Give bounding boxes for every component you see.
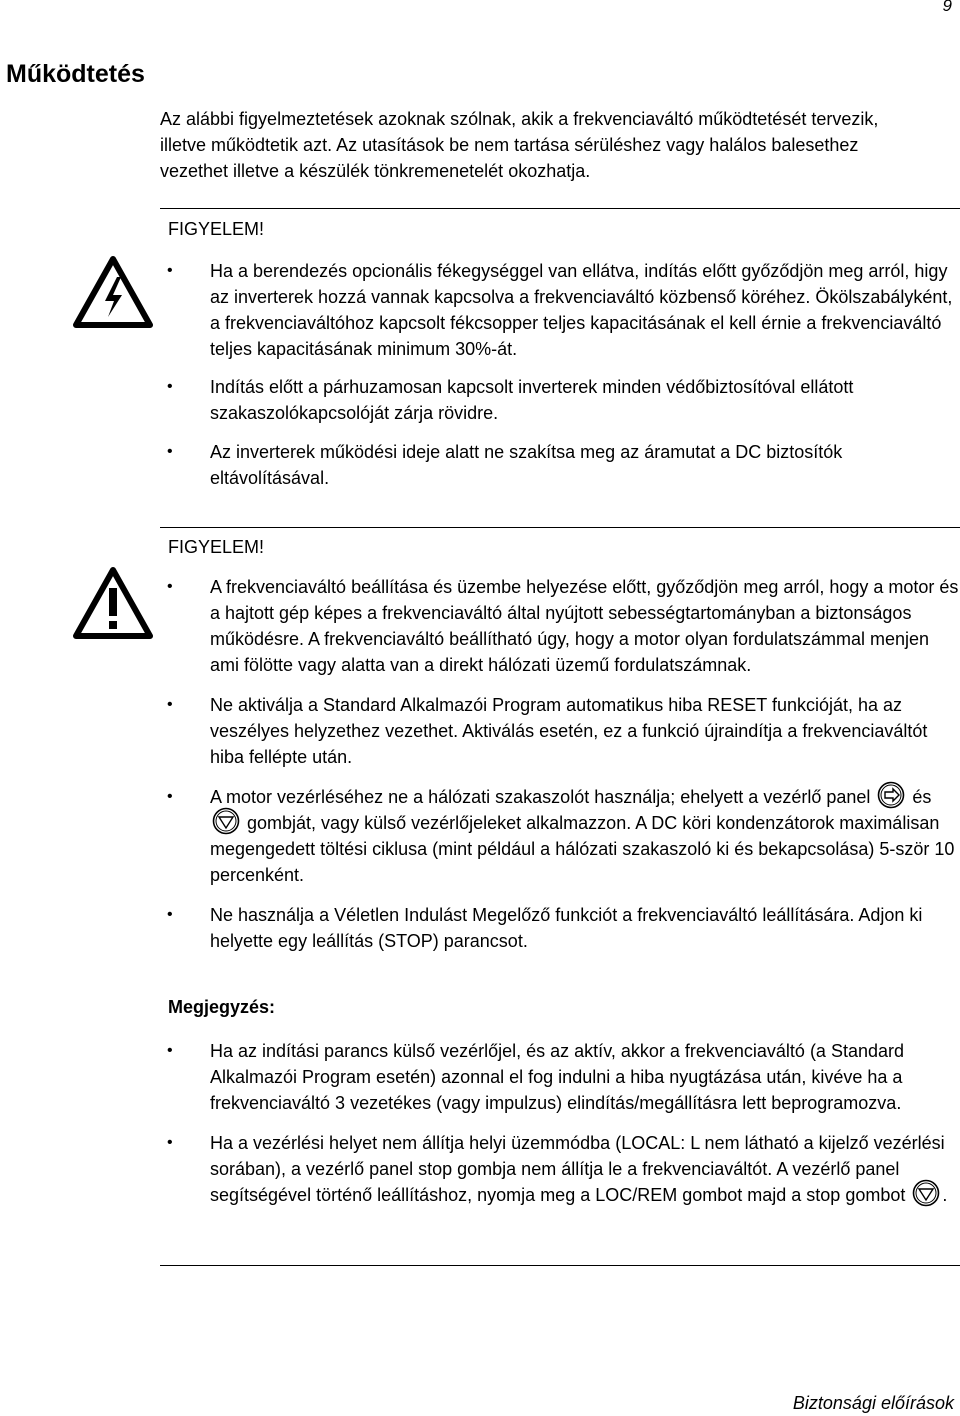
warning-label: FIGYELEM! [168, 537, 265, 557]
list-item: • Indítás előtt a párhuzamosan kapcsolt inverterek minden védőbiztosítóval ellátott szakaszolókapcsolóját zárja rövidre. [160, 374, 960, 426]
warning-list-2 [160, 574, 960, 954]
list-item: • Ha az indítási parancs külső vezérlőjel, és az aktív, akkor a frekvenciaváltó (a Standard Alkalmazói Program esetén) azonnal el fog indulni a hiba nyugtázása után, kivéve ha a frekvenciaváltó 3 vezetékes (vagy impulzus) elindítás/megállításra lett beprogramozva. [160, 1038, 960, 1116]
divider [160, 1265, 960, 1266]
list-item [160, 784, 960, 888]
warning-list-1 [160, 258, 960, 491]
list-item-text: . [942, 1185, 948, 1205]
stop-button-icon [912, 1179, 940, 1207]
list-item-text: Ha a vezérlési helyet nem állítja helyi üzemmódba (LOCAL: L nem látható a kijelző vezérlési sorában), a vezérlő panel stop gombja nem állítja le a frekvenciaváltót. A vezérlő panel segítségével történő leállításhoz, nyomja meg a LOC/REM gombot majd a stop gombot [210, 1133, 945, 1205]
intro-paragraph: Az alábbi figyelmeztetések azoknak szólnak, akik a frekvenciaváltó működtetését tervezik, illetve működtetik azt. Az utasítások be nem tartása sérüléshez vagy halálos balesethez vezethet illetve a készülék tönkremenetelét okozhatja. [160, 109, 879, 181]
list-item: • Ne aktiválja a Standard Alkalmazói Program automatikus hiba RESET funkcióját, ha az veszélyes helyzethez vezethet. Aktiválás esetén, ez a funkció újraindítja a frekvenciaváltót hiba fellépte után. [160, 692, 960, 770]
list-item-text: és [912, 787, 932, 807]
page-number: 9 [942, 0, 952, 15]
page-title: Működtetés [6, 60, 145, 88]
list-item: • Ne használja a Véletlen Indulást Megelőző funkciót a frekvenciaváltó leállítására. Adjon ki helyette egy leállítás (STOP) parancsot. [160, 902, 960, 954]
start-button-icon [877, 781, 905, 809]
list-item-text: A motor vezérléséhez ne a hálózati szakaszolót használja; ehelyett a vezérlő panel [210, 787, 871, 807]
divider [160, 208, 960, 209]
note-list [160, 1038, 960, 1208]
stop-button-icon [212, 807, 240, 835]
note-label: Megjegyzés: [168, 997, 276, 1017]
list-item-text: gombját, vagy külső vezérlőjeleket alkalmazzon. A DC köri kondenzátorok maximálisan megengedett töltési ciklusa (mint például a hálózati szakaszoló ki és bekapcsolása) 5-ször 10 percenként. [210, 813, 955, 885]
list-item: • A frekvenciaváltó beállítása és üzembe helyezése előtt, győződjön meg arról, hogy a motor és a hajtott gép képes a frekvenciaváltó által nyújtott sebességtartományban a biztonságos működésre. A frekvenciaváltó beállítható úgy, hogy a motor olyan fordulatszámmal menjen ami fölötte vagy alatta van a direkt hálózati üzemű fordulatszámnak. [160, 574, 960, 678]
electrical-hazard-icon [72, 255, 154, 329]
general-warning-icon [72, 566, 154, 640]
list-item [160, 1130, 960, 1208]
divider [160, 527, 960, 528]
warning-label: FIGYELEM! [168, 219, 265, 239]
list-item: • Az inverterek működési ideje alatt ne szakítsa meg az áramutat a DC biztosítók eltávolításával. [160, 439, 960, 491]
list-item: • Ha a berendezés opcionális fékegységgel van ellátva, indítás előtt győződjön meg arról, higy az inverterek hozzá vannak kapcsolva a frekvenciaváltó közbenső köréhez. Ökölszabályként, a frekvenciaváltóhoz kapcsolt fékcsopper teljes kapacitásának el kell érnie a frekvenciaváltó teljes kapacitásának minimum 30%-át. [160, 258, 960, 362]
footer-title: Biztonsági előírások [792, 1393, 954, 1413]
